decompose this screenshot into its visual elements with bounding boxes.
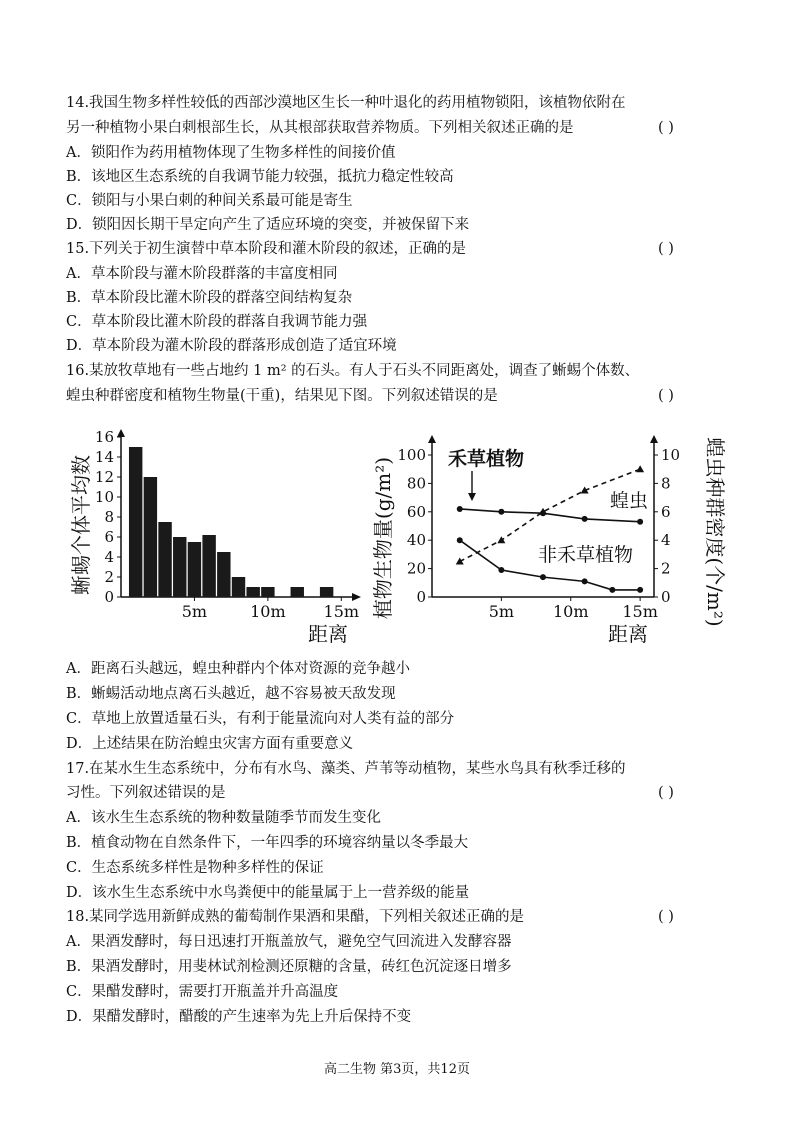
bar: [232, 577, 245, 597]
left-y-tick-label: 100: [397, 446, 426, 464]
y-tick-label: 4: [104, 548, 114, 566]
right-y-axis-label: 蝗虫种群密度(个/m²): [703, 437, 727, 627]
q15-option-c: C．草本阶段比灌木阶段的群落自我调节能力强: [66, 314, 368, 330]
q16-option-a: A．距离石头越远，蝗虫种群内个体对资源的竞争越小: [66, 661, 410, 677]
right-y-tick-label: 2: [661, 559, 671, 578]
series-point: [609, 587, 615, 593]
series-point: [637, 587, 643, 593]
x-axis-arrow: [352, 593, 361, 601]
q16-stem-line2: 蝗虫种群密度和植物生物量(干重)，结果见下图。下列叙述错误的是: [66, 388, 498, 404]
series-point: [637, 519, 643, 525]
lizard-bar-chart: [66, 425, 366, 650]
q18-option-c: C．果醋发酵时，需要打开瓶盖并升高温度: [66, 984, 339, 1000]
y-tick-label: 14: [94, 448, 114, 466]
q14-option-b: B．该地区生态系统的自我调节能力较强，抵抗力稳定性较高: [66, 169, 454, 185]
q16-option-b: B．蜥蜴活动地点离石头越近，越不容易被天敌发现: [66, 686, 396, 702]
x-tick-label: 10m: [250, 602, 286, 621]
q18-option-a: A．果酒发酵时，每日迅速打开瓶盖放气，避免空气回流进入发酵容器: [66, 934, 512, 950]
left-y-tick-label: 80: [406, 474, 426, 493]
bar: [158, 522, 171, 597]
y-tick-label: 0: [104, 588, 114, 606]
series-point: [456, 558, 464, 565]
bar: [202, 535, 215, 597]
bar: [129, 447, 142, 597]
q14-option-c: C．锁阳与小果白刺的种间关系最可能是寄生: [66, 193, 353, 209]
bar: [217, 552, 230, 597]
q17-option-a: A．该水生生态系统的物种数量随季节而发生变化: [66, 810, 381, 826]
q14-stem-line1: 14.我国生物多样性较低的西部沙漠地区生长一种叶退化的药用植物锁阳，该植物依附在: [66, 95, 626, 111]
left-y-tick-label: 40: [406, 531, 426, 550]
bar: [291, 587, 304, 597]
biomass-line-chart: [370, 405, 730, 650]
q17-option-b: B．植食动物在自然条件下，一年四季的环境容纳量以冬季最大: [66, 835, 469, 851]
series-point: [539, 508, 547, 515]
left-y-tick-label: 0: [416, 588, 426, 606]
right-y-tick-label: 8: [661, 474, 671, 493]
right-y-axis-arrow: [650, 435, 658, 443]
series-point: [498, 567, 504, 573]
right-y-tick-label: 10: [661, 446, 681, 464]
q15-stem: 15.下列关于初生演替中草本阶段和灌木阶段的叙述，正确的是: [66, 241, 467, 257]
annotation-grass: 禾草植物: [448, 448, 525, 470]
series-point: [582, 516, 588, 522]
left-y-axis-label: 植物生物量(g/m²): [371, 456, 395, 620]
right-y-tick-label: 4: [661, 531, 671, 550]
x-tick-label: 5m: [181, 602, 208, 621]
q17-option-c: C．生态系统多样性是物种多样性的保证: [66, 860, 324, 876]
annotation-grass-arrowhead: [468, 493, 476, 501]
x-axis-label: 距离: [608, 622, 648, 646]
q18-option-d: D．果醋发酵时，醋酸的产生速率为先上升后保持不变: [66, 1009, 412, 1025]
left-y-tick-label: 60: [406, 502, 426, 521]
bar: [144, 477, 157, 597]
q16-answer-bracket: ( ): [658, 388, 674, 404]
series-point: [498, 509, 504, 515]
bar: [173, 537, 186, 597]
q16-option-c: C．草地上放置适量石头，有利于能量流向对人类有益的部分: [66, 711, 455, 727]
q17-option-d: D．该水生生态系统中水鸟粪便中的能量属于上一营养级的能量: [66, 885, 470, 901]
q16-option-d: D．上述结果在防治蝗虫灾害方面有重要意义: [66, 736, 354, 752]
q17-stem-line2: 习性。下列叙述错误的是: [66, 785, 226, 801]
annotation-locust: 蝗虫: [610, 490, 649, 512]
y-tick-label: 6: [104, 528, 114, 546]
q14-stem-line2: 另一种植物小果白刺根部生长，从其根部获取营养物质。下列相关叙述正确的是: [66, 120, 574, 136]
page-footer: 高二生物 第3页，共12页: [324, 1062, 470, 1077]
bar: [246, 587, 259, 597]
y-axis-label: 蜥蜴个体平均数: [69, 455, 93, 595]
q18-option-b: B．果酒发酵时，用斐林试剂检测还原糖的含量，砖红色沉淀逐日增多: [66, 959, 512, 975]
bar: [188, 542, 201, 597]
q17-answer-bracket: ( ): [658, 785, 674, 801]
left-y-tick-label: 20: [406, 559, 426, 578]
bar: [320, 587, 333, 597]
series-point: [582, 578, 588, 584]
q15-answer-bracket: ( ): [658, 241, 674, 257]
y-tick-label: 12: [94, 468, 114, 486]
left-y-axis-arrow: [428, 435, 436, 443]
y-tick-label: 8: [104, 508, 114, 526]
right-y-tick-label: 0: [661, 588, 671, 606]
bar: [261, 587, 274, 597]
q14-option-d: D．锁阳因长期干旱定向产生了适应环境的突变，并被保留下来: [66, 217, 470, 233]
x-tick-label: 10m: [552, 602, 589, 621]
x-tick-label: 5m: [488, 602, 515, 621]
q18-answer-bracket: ( ): [658, 909, 674, 925]
annotation-nongrass: 非禾草植物: [538, 544, 634, 566]
q17-stem-line1: 17.在某水生生态系统中，分布有水鸟、藻类、芦苇等动植物，某些水鸟具有秋季迁移的: [66, 761, 626, 777]
q14-option-a: A．锁阳作为药用植物体现了生物多样性的间接价值: [66, 145, 396, 161]
x-tick-label: 15m: [622, 602, 658, 621]
x-tick-label: 15m: [323, 602, 360, 621]
y-tick-label: 2: [104, 568, 114, 586]
q18-stem: 18.某同学选用新鲜成熟的葡萄制作果酒和果醋，下列相关叙述正确的是: [66, 909, 525, 925]
q15-option-a: A．草本阶段与灌木阶段群落的丰富度相同: [66, 266, 338, 282]
series-point: [457, 537, 463, 543]
q14-answer-bracket: ( ): [658, 120, 674, 136]
right-y-tick-label: 6: [661, 502, 671, 521]
series-point: [457, 506, 463, 512]
y-tick-label: 10: [94, 488, 114, 506]
q15-option-b: B．草本阶段比灌木阶段的群落空间结构复杂: [66, 290, 353, 306]
q16-stem-line1: 16.某放牧草地有一些占地约 1 m² 的石头。有人于石头不同距离处，调查了蜥蜴个体数、: [66, 363, 640, 379]
y-tick-label: 16: [94, 428, 114, 446]
q15-option-d: D．草本阶段为灌木阶段的群落形成创造了适宜环境: [66, 338, 397, 354]
series-point: [497, 536, 505, 543]
series-point: [636, 465, 644, 472]
series-point: [540, 574, 546, 580]
x-axis-label: 距离: [308, 622, 348, 646]
y-axis-arrow: [117, 429, 125, 437]
